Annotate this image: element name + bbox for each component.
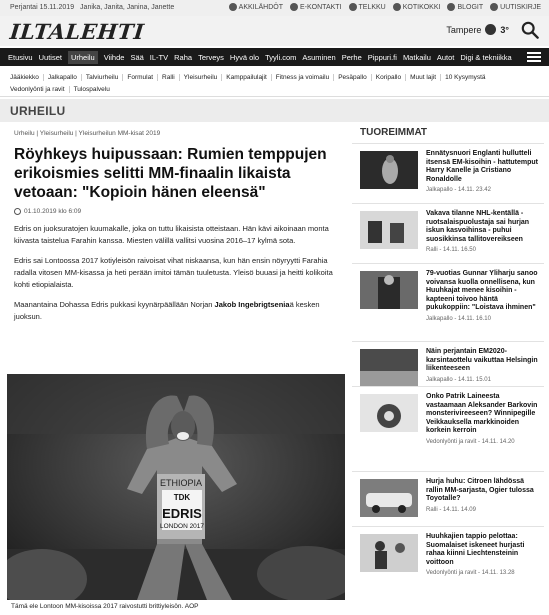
bib-name: EDRIS	[162, 506, 202, 521]
news-thumbnail	[360, 151, 418, 189]
news-item[interactable]	[352, 526, 544, 578]
subnav-tulospalvelu[interactable]: Tulospalvelu	[73, 85, 110, 93]
news-headline: Onko Patrik Laineesta vastaamaan Aleksander Barkovin monsterivireeseen? Winnipegille Veikkauksella markkinoiden korkein kerroin	[426, 393, 538, 434]
subnav-ralli[interactable]: Ralli	[158, 74, 180, 81]
heart-icon	[290, 3, 298, 11]
news-headline: 79-vuotias Gunnar Yliharju sanoo voivansa kuolla onnellisena, kun Huuhkajat menee kisoihin - kapteeni toivoo häntä pukukoppiin: "Loistava ihminen"	[426, 270, 538, 311]
site-logo[interactable]: ILTALEHTI	[8, 19, 146, 44]
news-item[interactable]	[352, 263, 544, 341]
nav-uutiset[interactable]: Uutiset	[38, 52, 62, 62]
top-utility-bar	[0, 0, 549, 16]
nav-urheilu[interactable]: Urheilu	[68, 51, 98, 64]
clock-icon	[14, 208, 21, 215]
news-item[interactable]	[352, 143, 544, 203]
nav-perhe[interactable]: Perhe	[341, 52, 362, 62]
plane-icon	[229, 3, 237, 11]
nav-il-tv[interactable]: IL-TV	[149, 52, 169, 62]
news-thumbnail	[360, 349, 418, 387]
article-timestamp: 01.10.2019 klo 6:09	[14, 208, 345, 215]
news-headline: Hurja huhu: Citroen lähdössä rallin MM-sarjasta, Ogier tulossa Toyotalle?	[426, 478, 534, 502]
news-meta: Vedonlyönti ja ravit - 14.11. 13.28	[426, 570, 515, 576]
sidebar-title: TUOREIMMAT	[360, 127, 428, 138]
blog-icon	[447, 3, 455, 11]
main-navigation	[0, 48, 549, 66]
weather-widget[interactable]	[446, 24, 509, 35]
photo-caption: Tämä ele Lontoon MM-kisoissa 2017 raivostutti brittiyleisön. AOP	[11, 603, 199, 610]
nav-asuminen[interactable]: Asuminen	[302, 52, 336, 62]
nav-terveys[interactable]: Terveys	[198, 52, 224, 62]
news-headline: Ennätysnuori Englanti hullutteli itsensä EM-kisoihin - hattutemput Harry Kanelle ja Cristiano Ronaldolle	[426, 150, 539, 183]
utility-link-uutiskirje[interactable]: UUTISKIRJE	[490, 3, 541, 11]
news-thumbnail	[360, 534, 418, 572]
utility-link-blogit[interactable]: BLOGIT	[447, 3, 483, 11]
news-item[interactable]	[352, 471, 544, 526]
subnav-row	[8, 71, 541, 83]
news-headline: Vakava tilanne NHL-kentällä - ruotsalaispuolustaja sai hurjan iskun kasvoihinsa - puhui suosikkinsa tallitovereikseen	[426, 210, 530, 243]
photo-credit: AOP	[184, 603, 199, 610]
section-title[interactable]: URHEILU	[10, 104, 66, 118]
date-line	[10, 4, 174, 11]
news-headline: Näin perjantain EM2020-karsintaottelu vaikuttaa Helsingin liikenteeseen	[426, 348, 538, 372]
nav-autot[interactable]: Autot	[436, 52, 455, 62]
runner-image	[7, 374, 345, 600]
shirt-text: ETHIOPIA	[159, 478, 203, 488]
weather-city: Tampere	[446, 24, 482, 35]
subnav-fitness[interactable]: Fitness ja voimailu	[272, 74, 334, 81]
news-meta: Jalkapallo - 14.11. 15.01	[426, 376, 491, 383]
nav-pippuri[interactable]: Pippuri.fi	[367, 52, 397, 62]
utility-link-akkilahdot[interactable]: AKKILÄHDÖT	[229, 3, 283, 11]
nav-etusivu[interactable]: Etusivu	[8, 52, 33, 62]
article-paragraph: Maanantaina Dohassa Edris pukkasi kyynärpäällään Norjan Jakob Ingebrigtseniaä kesken juoksun.	[14, 300, 320, 321]
nav-digi-tekniikka[interactable]: Digi & tekniikka	[460, 52, 512, 62]
utility-links	[229, 3, 541, 11]
bib-subtitle: LONDON 2017	[159, 523, 205, 530]
subnav-yleisurheilu[interactable]: Yleisurheilu	[180, 74, 223, 81]
nav-hyva-olo[interactable]: Hyvä olo	[229, 52, 260, 62]
weather-temperature: 3°	[500, 24, 509, 35]
news-item[interactable]	[352, 341, 544, 386]
subnav-row	[8, 83, 541, 95]
latest-news-sidebar	[352, 124, 544, 615]
menu-icon[interactable]	[527, 52, 541, 62]
tv-icon	[349, 3, 357, 11]
news-meta: Jalkapallo - 14.11. 16.10	[426, 315, 491, 322]
mail-icon	[490, 3, 498, 11]
nav-saa[interactable]: Sää	[130, 52, 144, 62]
subnav-jaakiekko[interactable]: Jääkiekko	[8, 74, 44, 81]
breadcrumb[interactable]: Urheilu | Yleisurheilu | Yleisurheilun MM-kisat 2019	[14, 130, 161, 137]
news-meta: Vedonlyönti ja ravit - 14.11. 14.20	[426, 438, 515, 445]
utility-link-kotikokki[interactable]: KOTIKOKKI	[393, 3, 441, 11]
sun-icon	[485, 24, 496, 35]
news-headline: Huuhkajien tappio pelottaa: Suomalaiset iskeneet hurjasti rahaa kiinni Liechtensteinin voittoon	[426, 533, 525, 566]
news-meta: Ralli - 14.11. 16.50	[426, 247, 476, 253]
subnav-pesapallo[interactable]: Pesäpallo	[334, 74, 372, 81]
nav-raha[interactable]: Raha	[174, 52, 193, 62]
news-item[interactable]	[352, 386, 544, 471]
sponsor-text: TDK	[173, 493, 191, 502]
article-paragraph: Edris on juoksuratojen kuumakalle, joka on tuttu likaisista otteistaan. Hän kävi aikoinaan monta kiivasta taistelua Farahin kanssa. Miesten välillä vallitsi vuosina 2016–17 kylmä sota.	[14, 224, 329, 245]
subnav-vedonlyonti[interactable]: Vedonlyönti ja ravit	[8, 86, 70, 93]
news-thumbnail	[360, 211, 418, 249]
subnav-jalkapallo[interactable]: Jalkapallo	[44, 74, 82, 81]
search-icon[interactable]	[521, 21, 539, 39]
chef-icon	[393, 3, 401, 11]
subnav-kamppailulajit[interactable]: Kamppailulajit	[222, 74, 271, 81]
news-thumbnail	[360, 479, 418, 517]
nav-tyyli[interactable]: Tyyli.com	[265, 52, 297, 62]
news-meta: Jalkapallo - 14.11. 23.42	[426, 187, 491, 193]
article-photo	[7, 374, 345, 600]
current-date: Perjantai 15.11.2019	[10, 4, 75, 11]
site-header	[0, 16, 549, 46]
article-paragraph: Edris sai Lontoossa 2017 kotiyleisön raivoisat vihat niskaansa, kun hän ensin nöyryytti Farahia radalla vitosen MM-kisassa ja heti perään imitoi tämän tuuletusta. Yleisö buuasi ja heitti kolikoita kohti etiopialaista.	[14, 256, 333, 289]
news-thumbnail	[360, 271, 418, 309]
sports-subnavigation	[0, 69, 549, 97]
nav-matkailu[interactable]: Matkailu	[402, 52, 431, 62]
news-item[interactable]	[352, 203, 544, 263]
subnav-10-kysymysta[interactable]: 10 Kysymystä	[445, 73, 486, 81]
subnav-talviurheilu[interactable]: Talviurheilu	[82, 74, 124, 81]
section-header	[0, 99, 549, 122]
utility-link-e-kontakti[interactable]: E-KONTAKTI	[290, 3, 341, 11]
athlete-name-link[interactable]: Jakob Ingebrigtsenia	[214, 300, 290, 309]
name-days: Janika, Janita, Janina, Janette	[80, 4, 175, 11]
nav-viihde[interactable]: Viihde	[103, 52, 125, 62]
subnav-muut-lajit[interactable]: Muut lajit	[406, 74, 441, 81]
subnav-formulat[interactable]: Formulat	[123, 74, 158, 81]
article-headline: Röyhkeys huipussaan: Rumien temppujen erikoismies selitti MM-finaalin likaista vetoaan: "Kopioin hänen eleensä"	[14, 146, 327, 201]
article	[7, 124, 345, 615]
news-meta: Ralli - 14.11. 14.09	[426, 506, 476, 513]
utility-link-telkku[interactable]: TELKKU	[349, 3, 386, 11]
subnav-koripallo[interactable]: Koripallo	[372, 74, 406, 81]
news-thumbnail	[360, 394, 418, 432]
